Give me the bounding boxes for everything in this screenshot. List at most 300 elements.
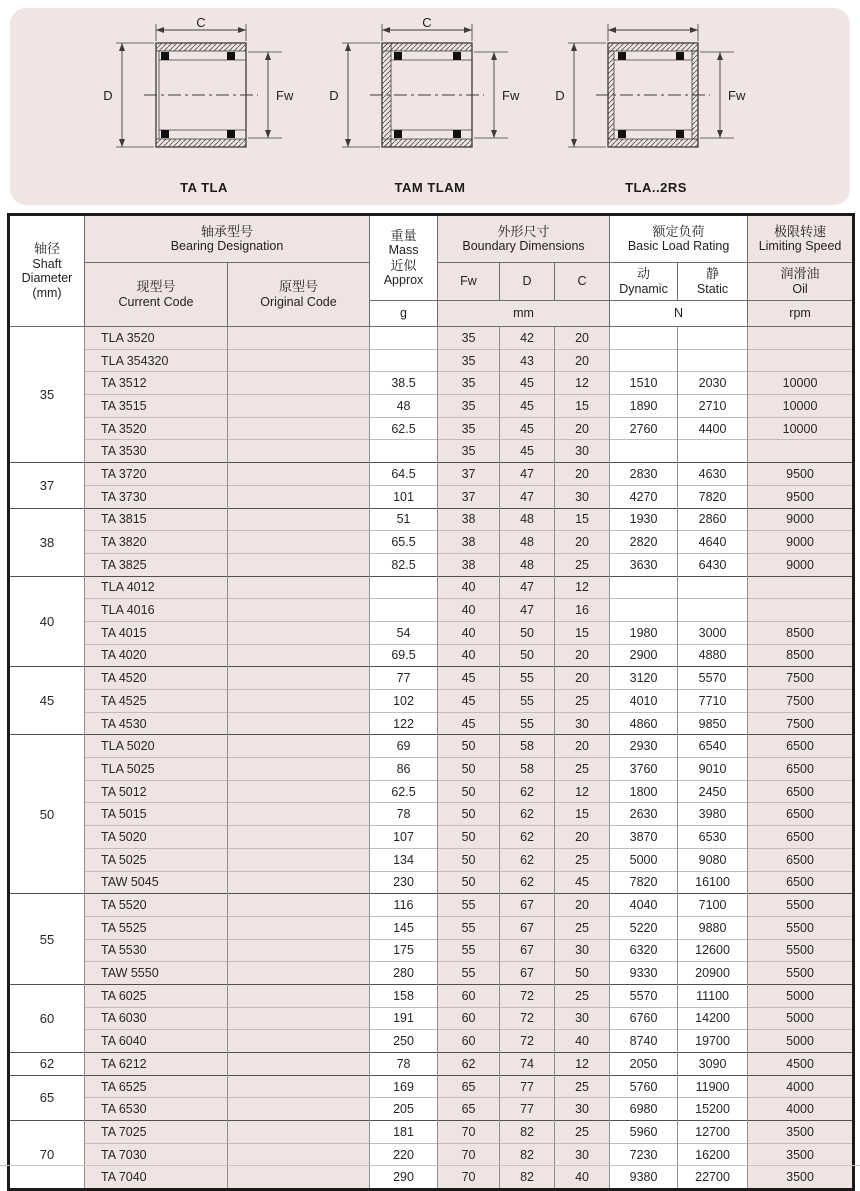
cell-static: 4400 [678,417,748,440]
cell-oil-rpm: 8500 [748,621,854,644]
cell-d: 62 [500,780,555,803]
cell-current-code: TA 4020 [85,644,228,667]
cell-c: 15 [555,621,610,644]
cell-current-code: TA 5020 [85,826,228,849]
table-row [9,871,854,894]
cell-original-code [228,894,370,917]
cell-static: 6540 [678,735,748,758]
cell-dynamic: 3120 [610,667,678,690]
cell-c: 12 [555,576,610,599]
cell-original-code [228,758,370,781]
shaft-diameter-cell: 38 [9,508,85,576]
table-row [9,621,854,644]
cell-mass: 48 [370,395,438,418]
cell-d: 45 [500,440,555,463]
cell-dynamic: 2830 [610,463,678,486]
cell-dynamic: 1510 [610,372,678,395]
cell-oil-rpm: 10000 [748,372,854,395]
cell-fw: 40 [438,576,500,599]
cell-d: 47 [500,576,555,599]
table-row [9,531,854,554]
cell-current-code: TA 7030 [85,1143,228,1166]
header-col-c: C [555,263,610,301]
cell-current-code: TA 5525 [85,916,228,939]
cell-original-code [228,463,370,486]
table-row [9,826,854,849]
cell-c: 25 [555,984,610,1007]
unit-speed-rpm: rpm [748,301,854,327]
cell-static: 15200 [678,1098,748,1121]
cell-original-code [228,848,370,871]
cell-c: 20 [555,735,610,758]
cell-mass [370,576,438,599]
cell-oil-rpm [748,327,854,350]
table-row [9,417,854,440]
cell-original-code [228,508,370,531]
cell-fw: 60 [438,1007,500,1030]
cell-original-code [228,780,370,803]
unit-dims-mm: mm [438,301,610,327]
cell-current-code: TA 6525 [85,1075,228,1098]
cell-dynamic: 9380 [610,1166,678,1190]
diagram-caption: TLA..2RS [625,180,687,195]
cell-dynamic [610,349,678,372]
cell-c: 15 [555,508,610,531]
cell-c: 20 [555,826,610,849]
cell-oil-rpm: 5500 [748,916,854,939]
cell-static [678,599,748,622]
cell-static [678,440,748,463]
cell-oil-rpm: 10000 [748,417,854,440]
cell-c: 25 [555,758,610,781]
header-basic-load-rating: 额定负荷 Basic Load Rating [610,215,748,263]
cell-static: 7100 [678,894,748,917]
cell-fw: 50 [438,780,500,803]
cell-mass: 280 [370,962,438,985]
cell-static: 12700 [678,1121,748,1144]
cell-fw: 55 [438,939,500,962]
cell-oil-rpm: 6500 [748,871,854,894]
table-row [9,1007,854,1030]
cell-mass: 38.5 [370,372,438,395]
cell-static: 4630 [678,463,748,486]
cell-original-code [228,667,370,690]
cell-fw: 50 [438,735,500,758]
cell-static: 9010 [678,758,748,781]
table-row [9,848,854,871]
cell-static: 16100 [678,871,748,894]
cell-oil-rpm: 9000 [748,508,854,531]
cell-oil-rpm [748,440,854,463]
cell-fw: 45 [438,667,500,690]
cell-fw: 40 [438,621,500,644]
cell-current-code: TLA 5020 [85,735,228,758]
cell-original-code [228,1166,370,1190]
header-shaft-diameter: 轴径 Shaft Diameter (mm) [9,215,85,327]
cell-current-code: TA 3530 [85,440,228,463]
dim-label-d: D [555,88,565,103]
bearing-cross-section-icon [98,17,310,179]
table-row [9,803,854,826]
cell-dynamic: 5760 [610,1075,678,1098]
cell-static: 9880 [678,916,748,939]
cell-dynamic: 4860 [610,712,678,735]
cell-static: 11100 [678,984,748,1007]
cell-static: 9850 [678,712,748,735]
cell-fw: 45 [438,712,500,735]
unit-mass-g: g [370,301,438,327]
cell-dynamic: 6760 [610,1007,678,1030]
shaft-diameter-cell: 37 [9,463,85,508]
cell-fw: 50 [438,803,500,826]
table-row [9,349,854,372]
cell-dynamic: 3760 [610,758,678,781]
cell-fw: 35 [438,417,500,440]
cell-static [678,327,748,350]
cell-oil-rpm: 6500 [748,826,854,849]
cell-static: 11900 [678,1075,748,1098]
diagram-ta-tla [98,17,310,195]
cell-c: 20 [555,463,610,486]
cell-dynamic: 5220 [610,916,678,939]
cell-original-code [228,440,370,463]
cell-original-code [228,916,370,939]
cell-c: 20 [555,531,610,554]
cell-original-code [228,531,370,554]
table-row [9,939,854,962]
cell-static: 14200 [678,1007,748,1030]
cell-dynamic: 2900 [610,644,678,667]
cell-static: 6530 [678,826,748,849]
cell-dynamic: 1930 [610,508,678,531]
table-row [9,485,854,508]
cell-fw: 55 [438,962,500,985]
diagram-caption: TA TLA [180,180,228,195]
bearing-cross-section-icon [324,17,536,179]
cell-current-code: TA 5025 [85,848,228,871]
cell-dynamic [610,576,678,599]
cell-d: 82 [500,1166,555,1190]
cell-current-code: TA 7025 [85,1121,228,1144]
cell-original-code [228,962,370,985]
cell-fw: 50 [438,871,500,894]
cell-current-code: TAW 5550 [85,962,228,985]
cell-dynamic: 5000 [610,848,678,871]
cell-static: 12600 [678,939,748,962]
cell-oil-rpm: 9500 [748,463,854,486]
table-row [9,644,854,667]
cell-dynamic [610,327,678,350]
cell-oil-rpm [748,576,854,599]
cell-dynamic: 2630 [610,803,678,826]
table-row [9,1121,854,1144]
cell-d: 67 [500,939,555,962]
cell-current-code: TA 3815 [85,508,228,531]
cell-current-code: TA 3820 [85,531,228,554]
cell-original-code [228,735,370,758]
cell-c: 30 [555,1007,610,1030]
cell-fw: 38 [438,508,500,531]
cell-static: 7710 [678,690,748,713]
cell-d: 58 [500,735,555,758]
cell-dynamic: 4040 [610,894,678,917]
shaft-diameter-cell: 70 [9,1121,85,1190]
cell-oil-rpm: 5000 [748,984,854,1007]
header-col-d: D [500,263,555,301]
cell-current-code: TA 4015 [85,621,228,644]
cell-d: 72 [500,1030,555,1053]
cell-original-code [228,349,370,372]
cell-fw: 50 [438,826,500,849]
cell-c: 40 [555,1030,610,1053]
cell-c: 30 [555,1143,610,1166]
cell-c: 25 [555,848,610,871]
cell-mass [370,349,438,372]
cell-static: 3980 [678,803,748,826]
cell-c: 15 [555,395,610,418]
cell-fw: 35 [438,349,500,372]
cell-static: 7820 [678,485,748,508]
cell-current-code: TA 7040 [85,1166,228,1190]
cell-oil-rpm: 4000 [748,1098,854,1121]
table-row [9,758,854,781]
cell-static: 9080 [678,848,748,871]
cell-fw: 70 [438,1121,500,1144]
cell-oil-rpm: 4000 [748,1075,854,1098]
cell-dynamic: 1890 [610,395,678,418]
cell-mass: 107 [370,826,438,849]
cell-original-code [228,984,370,1007]
cell-d: 82 [500,1121,555,1144]
cell-d: 72 [500,984,555,1007]
cell-mass: 191 [370,1007,438,1030]
cell-fw: 65 [438,1098,500,1121]
cell-d: 48 [500,508,555,531]
cell-c: 30 [555,712,610,735]
cell-d: 74 [500,1053,555,1076]
cell-dynamic [610,599,678,622]
cell-current-code: TA 6040 [85,1030,228,1053]
cell-d: 48 [500,531,555,554]
header-boundary-dimensions: 外形尺寸 Boundary Dimensions [438,215,610,263]
cell-static: 2860 [678,508,748,531]
cell-original-code [228,1075,370,1098]
table-row [9,894,854,917]
cell-dynamic [610,440,678,463]
cell-original-code [228,621,370,644]
cell-fw: 40 [438,599,500,622]
shaft-diameter-cell: 35 [9,327,85,463]
cell-fw: 37 [438,463,500,486]
cell-dynamic: 7820 [610,871,678,894]
cell-static: 2710 [678,395,748,418]
cell-oil-rpm: 6500 [748,848,854,871]
cell-c: 20 [555,349,610,372]
cell-mass: 158 [370,984,438,1007]
table-row [9,1143,854,1166]
cell-oil-rpm: 4500 [748,1053,854,1076]
cell-oil-rpm: 9000 [748,553,854,576]
cell-d: 50 [500,621,555,644]
cell-current-code: TA 4520 [85,667,228,690]
shaft-diameter-cell: 60 [9,984,85,1052]
table-row [9,395,854,418]
cell-original-code [228,690,370,713]
table-row [9,962,854,985]
cell-fw: 35 [438,372,500,395]
cell-oil-rpm: 5500 [748,894,854,917]
cell-c: 20 [555,417,610,440]
cell-d: 55 [500,667,555,690]
cell-current-code: TLA 5025 [85,758,228,781]
table-row [9,1075,854,1098]
cell-dynamic: 1980 [610,621,678,644]
cell-d: 50 [500,644,555,667]
cell-original-code [228,1007,370,1030]
cell-fw: 55 [438,894,500,917]
cell-d: 45 [500,395,555,418]
cell-mass: 78 [370,803,438,826]
cell-current-code: TLA 4012 [85,576,228,599]
cell-d: 67 [500,916,555,939]
cell-fw: 62 [438,1053,500,1076]
cell-oil-rpm: 5500 [748,939,854,962]
cell-original-code [228,1121,370,1144]
cell-dynamic: 5960 [610,1121,678,1144]
cell-oil-rpm: 7500 [748,712,854,735]
cell-c: 20 [555,327,610,350]
cell-mass: 134 [370,848,438,871]
cell-mass: 230 [370,871,438,894]
cell-original-code [228,395,370,418]
cell-c: 50 [555,962,610,985]
cell-c: 25 [555,1121,610,1144]
cell-dynamic: 9330 [610,962,678,985]
cell-mass: 145 [370,916,438,939]
shaft-diameter-cell: 55 [9,894,85,985]
diagram-panel [10,8,850,205]
cell-static: 3090 [678,1053,748,1076]
cell-original-code [228,939,370,962]
cell-static: 20900 [678,962,748,985]
cell-oil-rpm: 6500 [748,735,854,758]
cell-static: 6430 [678,553,748,576]
cell-current-code: TA 3720 [85,463,228,486]
cell-d: 72 [500,1007,555,1030]
cell-current-code: TA 5015 [85,803,228,826]
page-bottom-divider [0,1165,860,1166]
cell-dynamic: 8740 [610,1030,678,1053]
cell-d: 45 [500,372,555,395]
cell-current-code: TA 3515 [85,395,228,418]
cell-original-code [228,1098,370,1121]
cell-mass: 86 [370,758,438,781]
cell-mass: 169 [370,1075,438,1098]
cell-dynamic: 7230 [610,1143,678,1166]
cell-original-code [228,871,370,894]
unit-load-n: N [610,301,748,327]
cell-c: 15 [555,803,610,826]
cell-original-code [228,599,370,622]
header-bearing-designation: 轴承型号 Bearing Designation [85,215,370,263]
cell-static: 4880 [678,644,748,667]
cell-dynamic: 5570 [610,984,678,1007]
cell-static: 5570 [678,667,748,690]
cell-dynamic: 3630 [610,553,678,576]
cell-original-code [228,327,370,350]
cell-fw: 50 [438,848,500,871]
cell-mass [370,327,438,350]
cell-mass: 290 [370,1166,438,1190]
cell-d: 67 [500,962,555,985]
cell-d: 42 [500,327,555,350]
cell-original-code [228,1143,370,1166]
cell-d: 55 [500,690,555,713]
cell-oil-rpm: 7500 [748,667,854,690]
cell-mass [370,440,438,463]
shaft-diameter-cell: 45 [9,667,85,735]
table-row [9,667,854,690]
table-header [9,215,854,327]
cell-original-code [228,485,370,508]
cell-oil-rpm: 7500 [748,690,854,713]
cell-fw: 65 [438,1075,500,1098]
cell-dynamic: 3870 [610,826,678,849]
cell-c: 16 [555,599,610,622]
cell-current-code: TA 4525 [85,690,228,713]
cell-c: 25 [555,690,610,713]
shaft-diameter-cell: 50 [9,735,85,894]
cell-mass: 101 [370,485,438,508]
cell-fw: 55 [438,916,500,939]
cell-c: 45 [555,871,610,894]
table-row [9,508,854,531]
cell-static: 22700 [678,1166,748,1190]
cell-c: 12 [555,372,610,395]
cell-static [678,349,748,372]
cell-current-code: TA 3520 [85,417,228,440]
table-row [9,984,854,1007]
dim-label-c: C [422,17,432,30]
shaft-diameter-cell: 65 [9,1075,85,1120]
cell-mass: 102 [370,690,438,713]
cell-d: 62 [500,803,555,826]
header-mass-approx: 重量 Mass 近似 Approx [370,215,438,301]
cell-fw: 60 [438,1030,500,1053]
cell-mass: 78 [370,1053,438,1076]
cell-oil-rpm: 10000 [748,395,854,418]
table-row [9,735,854,758]
cell-fw: 40 [438,644,500,667]
cell-current-code: TLA 3520 [85,327,228,350]
cell-original-code [228,576,370,599]
cell-fw: 50 [438,758,500,781]
cell-oil-rpm: 5500 [748,962,854,985]
table-row [9,780,854,803]
cell-c: 12 [555,780,610,803]
cell-current-code: TAW 5045 [85,871,228,894]
cell-mass: 54 [370,621,438,644]
cell-dynamic: 2930 [610,735,678,758]
cell-original-code [228,826,370,849]
cell-mass: 82.5 [370,553,438,576]
cell-fw: 70 [438,1143,500,1166]
cell-original-code [228,417,370,440]
cell-oil-rpm [748,599,854,622]
header-current-code: 现型号 Current Code [85,263,228,327]
cell-fw: 45 [438,690,500,713]
cell-original-code [228,553,370,576]
